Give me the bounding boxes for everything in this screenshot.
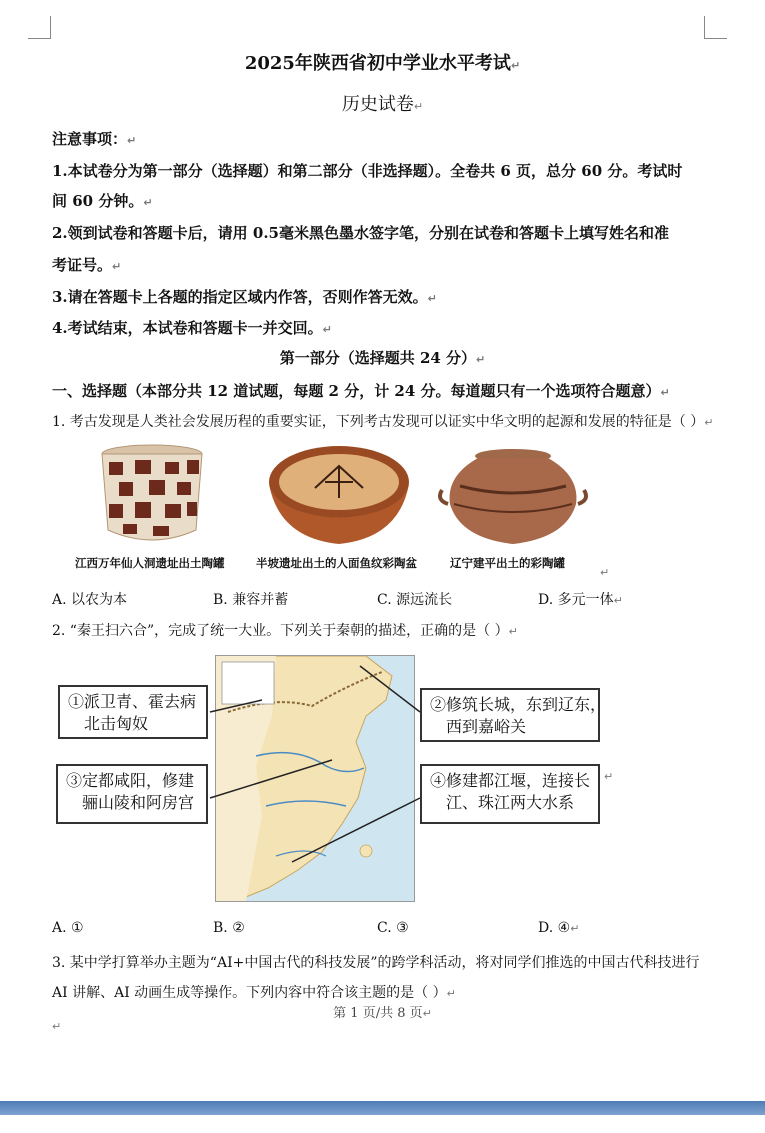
q2-option-b[interactable]: B. ② (213, 920, 245, 936)
notice-line: 2.领到试卷和答题卡后，请用 0.5毫米黑色墨水签字笔，分别在试卷和答题卡上填写姓名和准 (52, 224, 669, 242)
exam-subtitle: 历史试卷↵ (341, 94, 424, 115)
q2-stem: 2. “秦王扫六合”，完成了统一大业。下列关于秦朝的描述，正确的是（ ）↵ (52, 623, 518, 639)
callout-2: ②修筑长城，东到辽东， 西到嘉峪关 (420, 688, 600, 742)
pottery-caption: 半坡遗址出土的人面鱼纹彩陶盆 (256, 556, 417, 570)
pottery-image-jianping (438, 446, 588, 548)
notice-line: 考证号。↵ (52, 256, 122, 274)
q2-option-c[interactable]: C. ③ (377, 920, 409, 936)
q1-option-d[interactable]: D. 多元一体↵ (538, 592, 623, 608)
notice-line: 4.考试结束，本试卷和答题卡一并交回。↵ (52, 319, 332, 337)
notice-line: 1.本试卷分为第一部分（选择题）和第二部分（非选择题）。全卷共 6 页，总分 60 分。考试时 (52, 162, 683, 180)
notice-heading: 注意事项：↵ (52, 130, 137, 148)
window-bottom-bar (0, 1101, 765, 1115)
part1-heading: 第一部分（选择题共 24 分）↵ (279, 349, 486, 367)
pottery-image-banpo (265, 438, 413, 550)
q1-option-b[interactable]: B. 兼容并蓄 (213, 592, 289, 608)
crop-mark-top-left (28, 16, 51, 39)
notice-line: 3.请在答题卡上各题的指定区域内作答，否则作答无效。↵ (52, 288, 437, 306)
q1-option-c[interactable]: C. 源远流长 (377, 592, 453, 608)
qin-map (215, 655, 415, 902)
q1-stem: 1. 考古发现是人类社会发展历程的重要实证，下列考古发现可以证实中华文明的起源和发展的特征是（ ）↵ (52, 414, 714, 430)
paragraph-mark: ↵ (600, 566, 610, 579)
q3-stem-line1: 3. 某中学打算举办主题为“AI+中国古代的科技发展”的跨学科活动，将对同学们推选的中国古代科技进行 (52, 955, 700, 971)
q1-option-a[interactable]: A. 以农为本 (52, 592, 128, 608)
page-footer: 第 1 页/共 8 页↵ (333, 1006, 432, 1021)
section1-heading: 一、选择题（本部分共 12 道试题，每题 2 分，计 24 分。每道题只有一个选项符合题意）↵ (52, 382, 670, 400)
callout-4: ④修建都江堰，连接长 江、珠江两大水系 (420, 764, 600, 824)
q3-stem-line2: AI 讲解、AI 动画生成等操作。下列内容中符合该主题的是（ ）↵ (52, 985, 456, 1001)
q2-option-a[interactable]: A. ① (52, 920, 84, 936)
exam-title: 2025年陕西省初中学业水平考试↵ (244, 53, 521, 74)
callout-3: ③定都咸阳，修建 骊山陵和阿房宫 (56, 764, 208, 824)
pottery-caption: 江西万年仙人洞遗址出土陶罐 (75, 556, 225, 570)
q2-option-d[interactable]: D. ④↵ (538, 920, 580, 936)
crop-mark-top-right (704, 16, 727, 39)
pottery-image-xianrendong (95, 438, 210, 550)
paragraph-mark: ↵ (52, 1020, 62, 1033)
callout-1: ①派卫青、霍去病 北击匈奴 (58, 685, 208, 739)
notice-line: 间 60 分钟。↵ (52, 192, 153, 210)
pottery-caption: 辽宁建平出土的彩陶罐 (450, 556, 565, 570)
paragraph-mark: ↵ (604, 770, 614, 783)
